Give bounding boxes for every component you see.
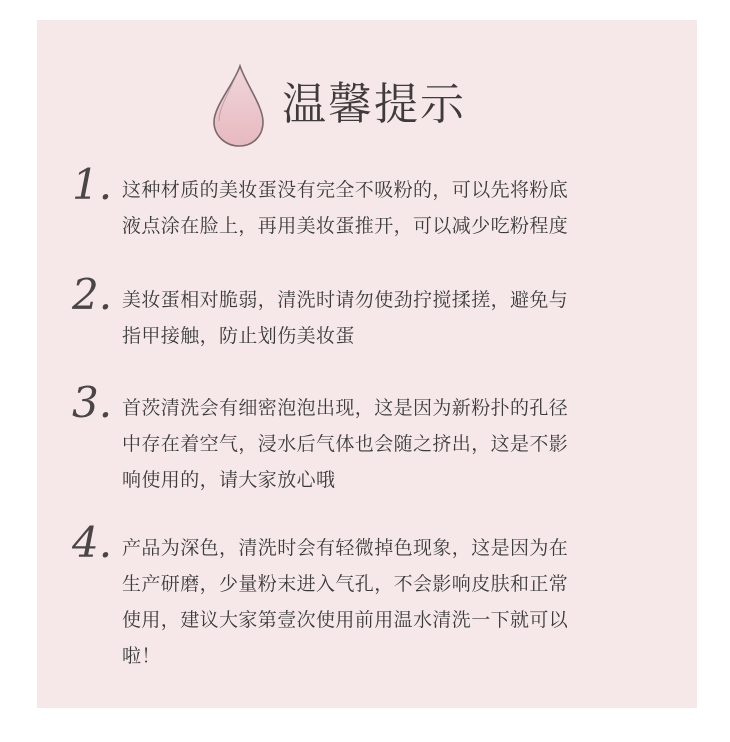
- water-drop-icon: [208, 62, 268, 148]
- tip-line: 首茨清洗会有细密泡泡出现，这是因为新粉扑的孔径: [122, 397, 569, 419]
- page-title: 温馨提示: [282, 79, 466, 130]
- tip-line: 液点涂在脸上，再用美妆蛋推开，可以减少吃粉程度: [122, 215, 569, 237]
- tip-text: [122, 530, 672, 674]
- tip-line: 使用，建议大家第壹次使用前用温水清洗一下就可以: [122, 609, 569, 631]
- tip-line: 指甲接触，防止划伤美妆蛋: [122, 325, 355, 347]
- tips-header: [208, 60, 466, 150]
- tip-number: 3.: [72, 378, 113, 427]
- tip-line: 美妆蛋相对脆弱，清洗时请勿使劲拧搅揉搓，避免与: [122, 289, 569, 311]
- tip-item-1: [72, 160, 672, 244]
- tip-line: 产品为深色，清洗时会有轻微掉色现象，这是因为在: [122, 537, 569, 559]
- tip-item-2: [72, 270, 672, 354]
- tip-item-3: [72, 378, 672, 498]
- tip-item-4: [72, 518, 672, 674]
- tip-line: 响使用的，请大家放心哦: [122, 469, 336, 491]
- tip-line: 中存在着空气，浸水后气体也会随之挤出，这是不影: [122, 433, 569, 455]
- tip-number: 1.: [72, 160, 113, 209]
- tip-number: 4.: [72, 518, 113, 567]
- tip-text: [122, 282, 672, 354]
- tip-text: [122, 390, 672, 498]
- tip-line: 生产研磨，少量粉末进入气孔，不会影响皮肤和正常: [122, 573, 569, 595]
- tip-line: 啦！: [122, 645, 161, 667]
- tip-line: 这种材质的美妆蛋没有完全不吸粉的，可以先将粉底: [122, 179, 569, 201]
- tip-number: 2.: [72, 270, 113, 319]
- tip-text: [122, 172, 672, 244]
